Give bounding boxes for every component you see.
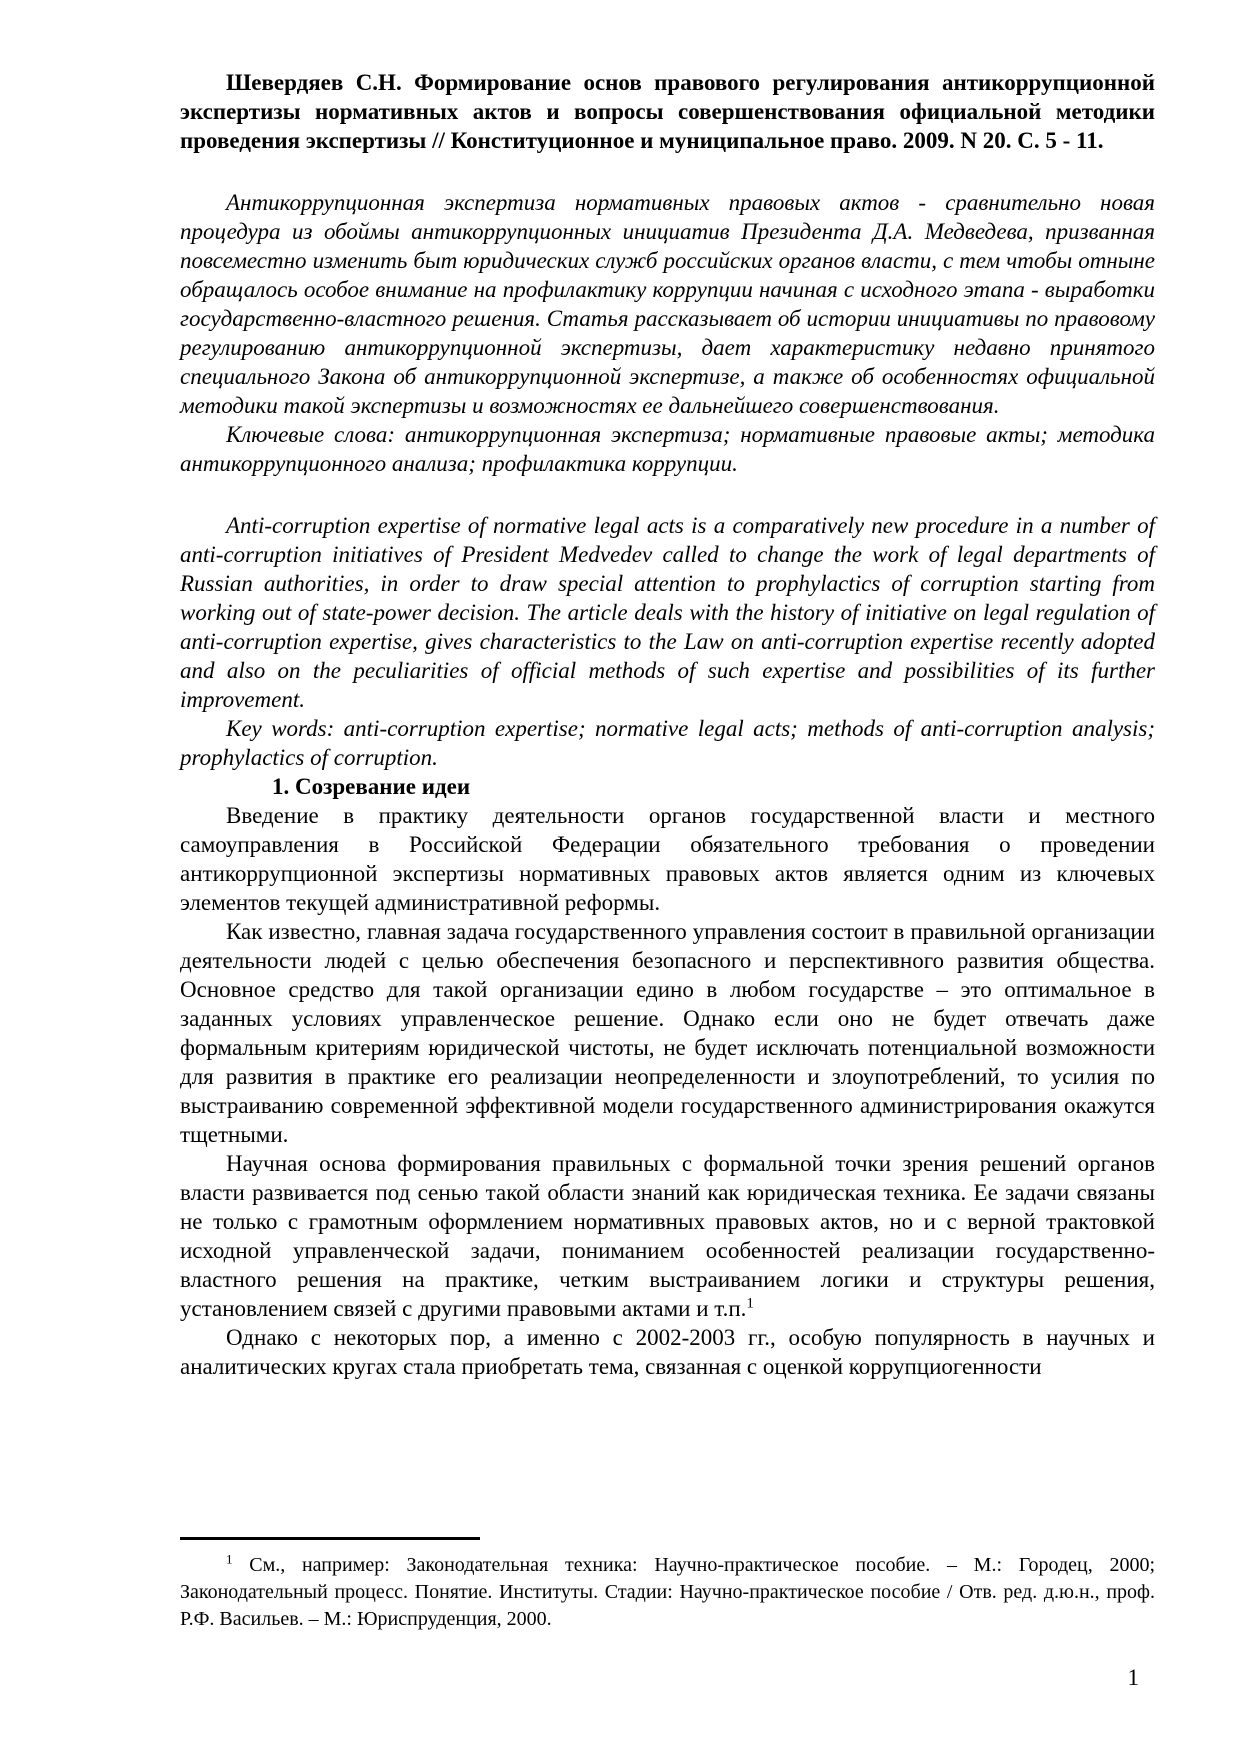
spacer	[180, 155, 1155, 188]
footnote-text: См., например: Законодательная техника: Научно-практическое пособие. – М.: Городец, 2000; Законодательный процесс. Понятие. Институты. Стадии: Научно-практическое пособие / Отв. ред. д.ю.н., проф. Р.Ф. Васильев. – М.: Юриспруденция, 2000.	[180, 1554, 1155, 1630]
body-paragraph	[180, 1149, 1155, 1323]
footnote-reference-marker: 1	[746, 1295, 754, 1312]
footnote	[180, 1552, 1155, 1633]
page-footer	[180, 1537, 1155, 1692]
body-paragraph: Введение в практику деятельности органов государственной власти и местного самоуправления в Российской Федерации обязательного требования о проведении антикоррупционной экспертизы нормативных правовых актов является одним из ключевых элементов текущей административной реформы.	[180, 803, 1155, 915]
footnote-marker: 1	[226, 1551, 233, 1567]
keywords-english: Key words: anti-corruption expertise; normative legal acts; methods of anti-corruption analysis; prophylactics of corruption.	[180, 716, 1155, 770]
citation-title: Шевердяев С.Н. Формирование основ правового регулирования антикоррупционной экспертизы нормативных актов и вопросы совершенствования официальной методики проведения экспертизы // Конституционное и муниципальное право. 2009. N 20. С. 5 - 11.	[180, 70, 1155, 153]
abstract-english: Anti-corruption expertise of normative legal acts is a comparatively new procedure in a number of anti-corruption initiatives of President Medvedev called to change the work of legal departments of Russian authorities, in order to draw special attention to prophylactics of corruption starting from working out of state-power decision. The article deals with the history of initiative on legal regulation of anti-corruption expertise, gives characteristics to the Law on anti-corruption expertise recently adopted and also on the peculiarities of official methods of such expertise and possibilities of its further improvement.	[180, 513, 1155, 712]
abstract-russian: Антикоррупционная экспертиза нормативных правовых актов - сравнительно новая процедура из обоймы антикоррупционных инициатив Президента Д.А. Медведева, призванная повсеместно изменить быт юридических служб российских органов власти, с тем чтобы отныне обращалось особое внимание на профилактику коррупции начиная с исходного этапа - выработки государственно-властного решения. Статья рассказывает об истории инициативы по правовому регулированию антикоррупционной экспертизы, дает характеристику недавно принятого специального Закона об антикоррупционной экспертизе, а также об особенностях официальной методики такой экспертизы и возможностях ее дальнейшего совершенствования.	[180, 190, 1155, 418]
body-paragraph: Однако с некоторых пор, а именно с 2002-2003 гг., особую популярность в научных и аналитических кругах стала приобретать тема, связанная с оценкой коррупциогенности	[180, 1325, 1155, 1379]
body-paragraph: Как известно, главная задача государственного управления состоит в правильной организации деятельности людей с целью обеспечения безопасного и перспективного развития общества. Основное средство для такой организации едино в любом государстве – это оптимальное в заданных условиях управленческое решение. Однако если оно не будет отвечать даже формальным критериям юридической чистоты, не будет исключать потенциальной возможности для развития в практике его реализации неопределенности и злоупотреблений, то усилия по выстраиванию современной эффективной модели государственного администрирования окажутся тщетными.	[180, 919, 1155, 1147]
footnote-separator-rule	[180, 1537, 480, 1540]
section-heading: 1. Созревание идеи	[272, 774, 471, 799]
spacer	[180, 478, 1155, 511]
page-number: 1	[1127, 1665, 1139, 1690]
keywords-russian: Ключевые слова: антикоррупционная экспертиза; нормативные правовые акты; методика антикоррупционного анализа; профилактика коррупции.	[180, 422, 1155, 476]
body-paragraph-text: Научная основа формирования правильных с формальной точки зрения решений органов власти развивается под сенью такой области знаний как юридическая техника. Ее задачи связаны не только с грамотным оформлением нормативных правовых актов, но и с верной трактовкой исходной управленческой задачи, пониманием особенностей реализации государственно-властного решения на практике, четким выстраиванием логики и структуры решения, установлением связей с другими правовыми актами и т.п.	[180, 1151, 1155, 1321]
